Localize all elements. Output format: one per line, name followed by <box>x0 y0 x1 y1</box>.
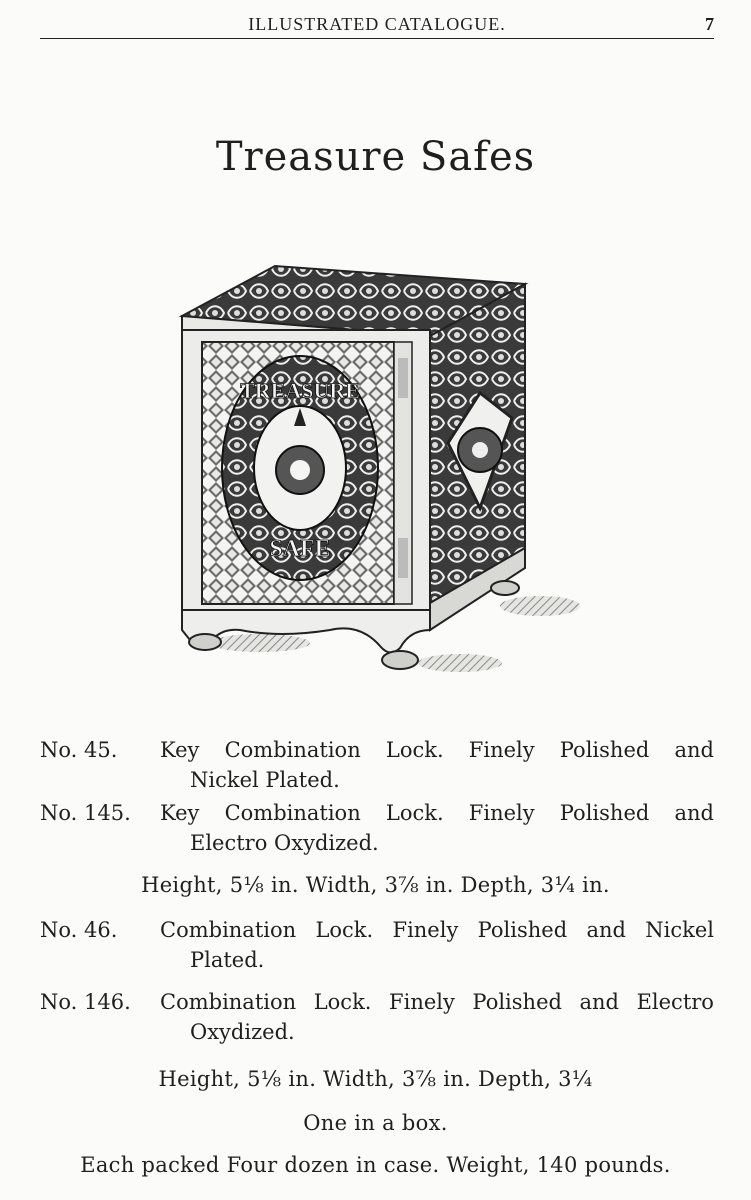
word: and <box>579 990 620 1014</box>
item-description-line <box>160 801 714 825</box>
word: Combination <box>160 918 297 942</box>
word: Key <box>160 801 200 825</box>
word: Finely <box>389 990 455 1014</box>
word: Polished <box>559 738 650 762</box>
packing-line: One in a box. <box>303 1111 448 1135</box>
item-number: No. 46. <box>40 918 118 942</box>
word: Polished <box>559 801 650 825</box>
packing-line: Each packed Four dozen in case. Weight, 140 pounds. <box>80 1153 671 1177</box>
word: Finely <box>392 918 459 942</box>
word: Electro <box>636 990 714 1014</box>
word: Combination <box>224 801 361 825</box>
item-description-continued: Plated. <box>190 948 265 972</box>
word: and <box>674 738 714 762</box>
door-text-top: TREASURE <box>240 378 360 403</box>
word: and <box>674 801 714 825</box>
door-text-bottom: SAFE <box>269 536 331 562</box>
item-description-continued: Electro Oxydized. <box>190 831 379 855</box>
word: Lock. <box>385 801 444 825</box>
item-number: No. 146. <box>40 990 131 1014</box>
word: Finely <box>468 738 535 762</box>
treasure-safe-illustration <box>160 258 590 688</box>
page-title: Treasure Safes <box>215 134 536 180</box>
dimensions-line: Height, 5⅛ in. Width, 3⅞ in. Depth, 3¼ <box>158 1067 593 1091</box>
word: Polished <box>472 990 562 1014</box>
item-number: No. 45. <box>40 738 118 762</box>
item-description-line <box>160 918 714 942</box>
word: Combination <box>224 738 361 762</box>
word: Lock. <box>313 990 372 1014</box>
word: Nickel <box>645 918 714 942</box>
word: Lock. <box>315 918 374 942</box>
item-description-line <box>160 990 714 1014</box>
item-description-continued: Nickel Plated. <box>190 768 340 792</box>
word: Combination <box>160 990 297 1014</box>
catalogue-title: ILLUSTRATED CATALOGUE. <box>248 14 506 34</box>
word: Finely <box>468 801 535 825</box>
item-description-continued: Oxydized. <box>190 1020 295 1044</box>
page-number: 7 <box>705 14 714 34</box>
word: Lock. <box>385 738 444 762</box>
item-number: No. 145. <box>40 801 131 825</box>
word: Polished <box>477 918 568 942</box>
word: and <box>586 918 626 942</box>
word: Key <box>160 738 200 762</box>
dimensions-line: Height, 5⅛ in. Width, 3⅞ in. Depth, 3¼ in. <box>141 873 610 897</box>
item-description-line <box>160 738 714 762</box>
page-header <box>40 8 714 39</box>
